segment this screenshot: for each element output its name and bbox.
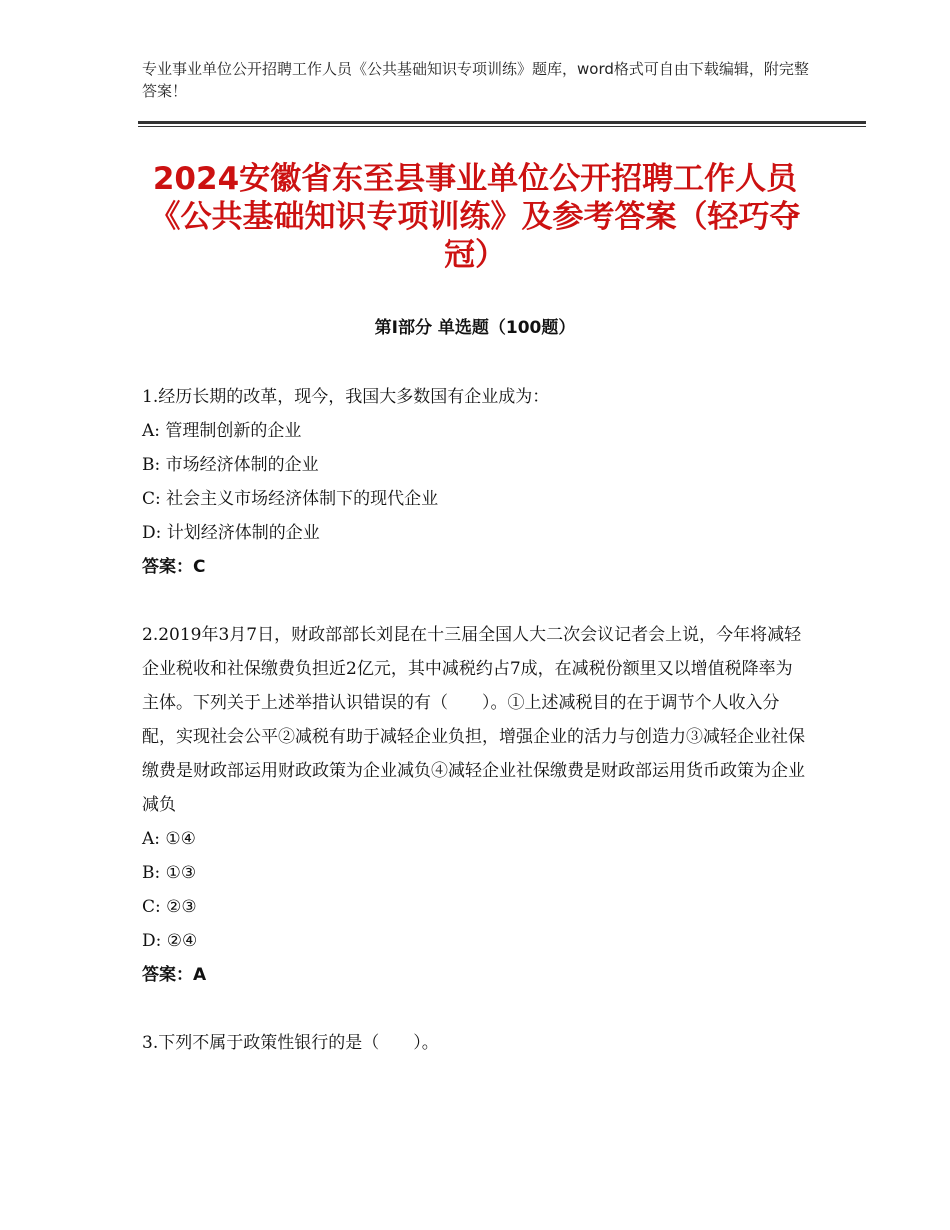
- question-stem: 2.2019年3月7日，财政部部长刘昆在十三届全国人大二次会议记者会上说，今年将减轻企业税收和社保缴费负担近2亿元，其中减税约占7成，在减税份额里又以增值税降率为主体。下列关于上述举措认识错误的有（ ）。①上述减税目的在于调节个人收入分配，实现社会公平②减税有助于减轻企业负担，增强企业的活力与创造力③减轻企业社保缴费是财政部运用财政政策为企业减负④减轻企业社保缴费是财政部运用货币政策为企业减负: [142, 625, 805, 815]
- option-b: B: 市场经济体制的企业: [142, 455, 319, 475]
- option-d: D: 计划经济体制的企业: [142, 523, 320, 543]
- question-2: [142, 618, 808, 992]
- question-3: [142, 1026, 808, 1060]
- option-c: C: ②③: [142, 897, 197, 917]
- header-rule-thin: [138, 126, 866, 127]
- option-b: B: ①③: [142, 863, 197, 883]
- option-a: A: 管理制创新的企业: [142, 421, 302, 441]
- answer: 答案：C: [142, 557, 206, 577]
- option-c: C: 社会主义市场经济体制下的现代企业: [142, 489, 439, 509]
- question-list: [142, 380, 808, 1094]
- header-note: 专业事业单位公开招聘工作人员《公共基础知识专项训练》题库，word格式可自由下载编辑，附完整答案！: [142, 60, 809, 100]
- header-rule-thick: [138, 121, 866, 124]
- option-d: D: ②④: [142, 931, 198, 951]
- question-stem: 3.下列不属于政策性银行的是（ ）。: [142, 1033, 439, 1053]
- question-1: [142, 380, 808, 584]
- document-title: 2024安徽省东至县事业单位公开招聘工作人员《公共基础知识专项训练》及参考答案（轻巧夺冠）: [149, 161, 801, 273]
- section-heading: 第Ⅰ部分 单选题（100题）: [374, 318, 576, 338]
- answer: 答案：A: [142, 965, 207, 985]
- question-stem: 1.经历长期的改革，现今，我国大多数国有企业成为：: [142, 387, 550, 407]
- option-a: A: ①④: [142, 829, 196, 849]
